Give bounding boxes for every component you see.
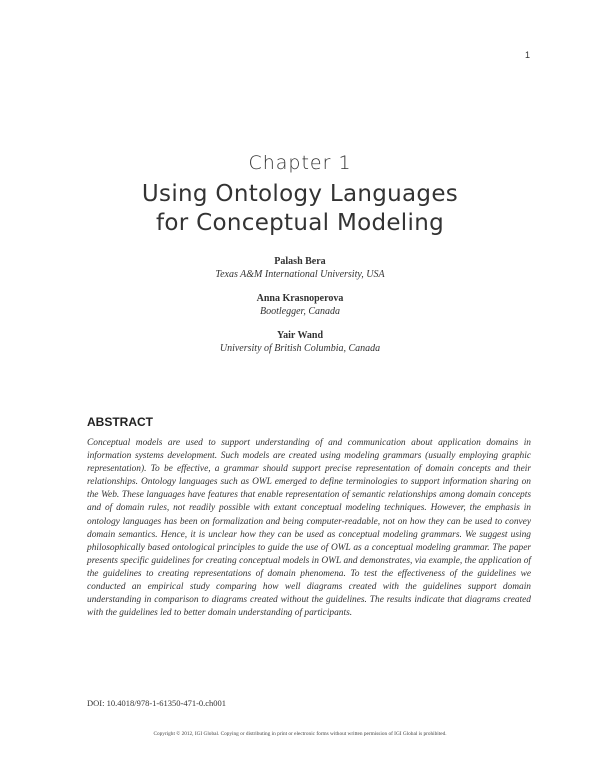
author-affiliation: Texas A&M International University, USA	[215, 269, 385, 280]
title-line: for Conceptual Modeling	[156, 210, 444, 236]
doi: DOI: 10.4018/978-1-61350-471-0.ch001	[87, 698, 227, 708]
abstract-heading: ABSTRACT	[87, 415, 153, 429]
author-list	[0, 255, 600, 366]
author-name: Palash Bera	[274, 256, 326, 267]
author-block	[0, 292, 600, 318]
page-number: 1	[524, 50, 530, 60]
author-block	[0, 329, 600, 355]
chapter-title	[0, 180, 600, 238]
author-affiliation: Bootlegger, Canada	[260, 306, 340, 317]
author-name: Anna Krasnoperova	[256, 293, 344, 304]
author-block	[0, 255, 600, 281]
chapter-label: Chapter 1	[248, 152, 352, 174]
copyright-notice: Copyright © 2012, IGI Global. Copying or distributing in print or electronic forms without written permission of IGI Global is prohibited.	[153, 731, 447, 737]
author-name: Yair Wand	[276, 330, 324, 341]
title-line: Using Ontology Languages	[141, 181, 459, 207]
abstract-text: Conceptual models are used to support understanding of and communication about application domains in information systems development. Such models are created using modeling grammars (usually employing graphic representation). To be effective, a grammar should support precise representation of domain concepts and their relationships. Ontology languages such as OWL emerged to define terminologies to support information sharing on the Web. These languages have features that enable representation of semantic relationships among domain concepts and of domain rules, not readily possible with extant conceptual modeling techniques. However, the emphasis in ontology languages has been on formalization and being computer-readable, not on how they can be used to convey domain semantics. Hence, it is unclear how they can be used as conceptual modeling grammars. We suggest using philosophically based ontological principles to guide the use of OWL as a conceptual modeling grammar. The paper presents specific guidelines for creating conceptual models in OWL and demonstrates, via example, the application of the guidelines to creating representations of domain phenomena. To test the effectiveness of the guidelines we conducted an empirical study comparing how well diagrams created with the guidelines support domain understanding in comparison to diagrams created without the guidelines. The results indicate that diagrams created with the guidelines led to better domain understanding of participants.	[87, 438, 531, 619]
author-affiliation: University of British Columbia, Canada	[219, 343, 381, 354]
